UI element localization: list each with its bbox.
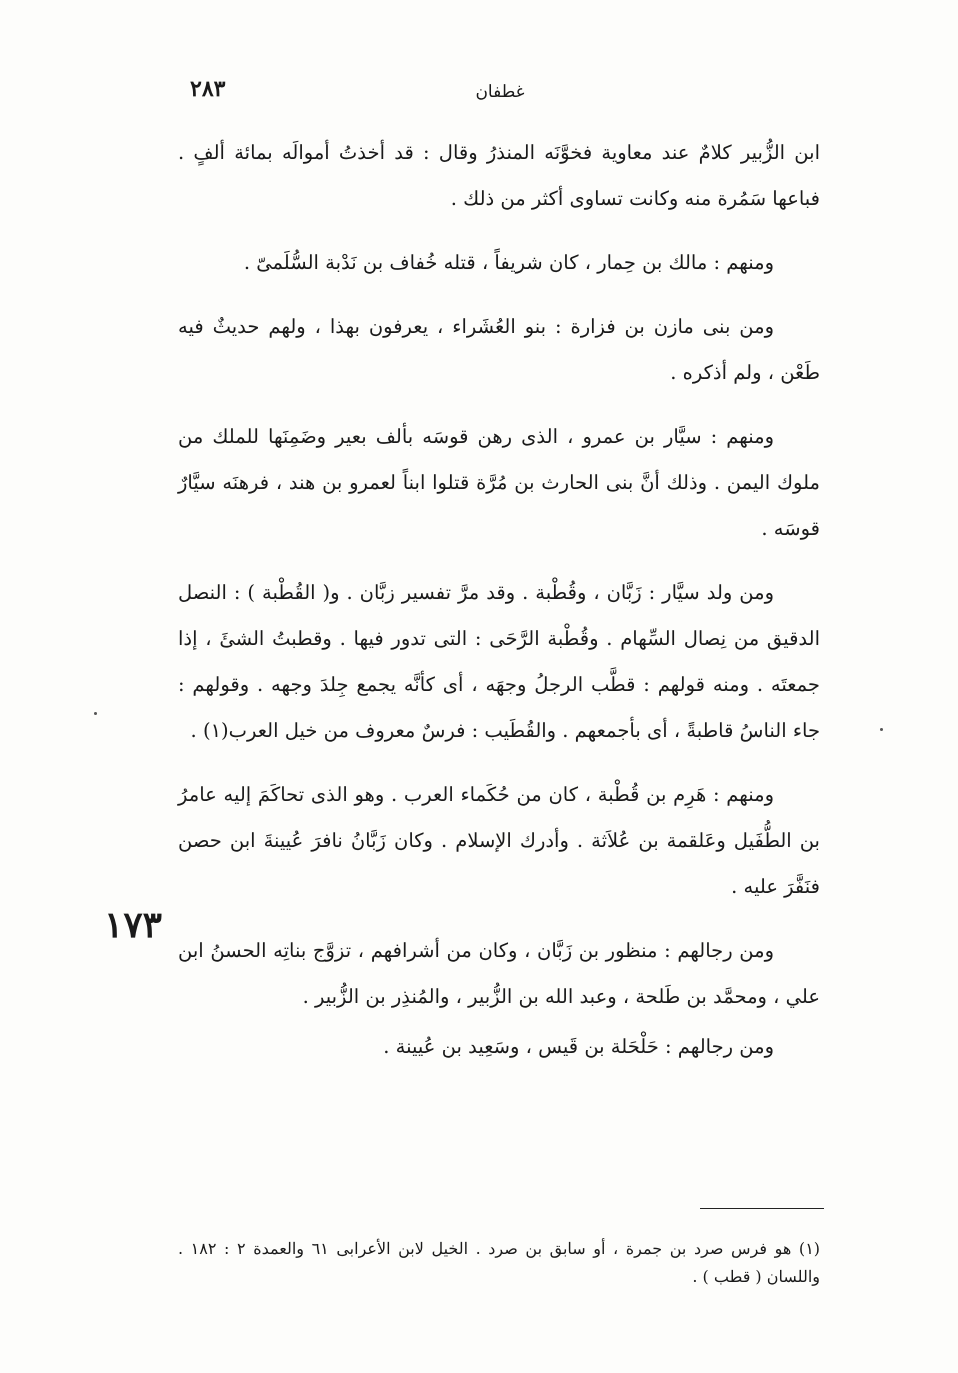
paragraph: ومن بنى مازن بن فزارة : بنو العُشَراء ، يعرفون بهذا ، ولهم حديثٌ فيه طَعْن ، ولم أذكره .: [178, 315, 820, 384]
footnote: (١) هو فرس صرد بن جمرة ، أو سابق بن صرد . الخيل لابن الأعرابى ٦١ والعمدة ٢ : ١٨٢ . واللسان ( قطب ) .: [178, 1239, 821, 1286]
margin-page-reference: ١٧٣: [104, 904, 163, 946]
paragraph: ومن ولد سيَّار : زَبَّان ، وقُطْبة . وقد مرَّ تفسير زبَّان . و( القُطْبة ) : النصل الدقيق من نِصال السِّهام . وقُطْبة الرَّحَى : التى تدور فيها . وقطبتُ الشئَ ، إذا جمعتَه . ومنه قولهم : قطَّب الرجلُ وجهَه ، أى كأنَّه يجمع جِلدَ وجهه . وقولهم : جاء الناسُ قاطبةً ، أى بأجمعهم . والقُطَيب : فرسٌ معروف من خيل العرب(١) .: [178, 581, 820, 742]
paragraph: ومنهم : هَرِم بن قُطْبة ، كان من حُكَماء العرب . وهو الذى تحاكَمَ إليه عامرُ بن الطُّفَيل وعَلقمة بن عُلاَثة . وأدرك الإسلام . وكان زَبَّانُ نافرَ عُيينةَ ابن حصن فنَفَّرَ عليه .: [178, 783, 820, 898]
paragraph: ومن رجالهم : منظور بن زَبَّان ، وكان من أشرافهم ، تزوَّج بناتِه الحسنُ ابن علي ، ومحمَّد بن طَلحة ، وعبد الله بن الزُّبير ، والمُنذِر بن الزُّبير .: [178, 939, 820, 1008]
page-header: [180, 76, 820, 106]
footnote-separator: [700, 1208, 824, 1209]
main-text: [178, 130, 820, 1070]
page-number: ٢٨٣: [190, 76, 226, 102]
footnotes: [178, 1235, 820, 1291]
scan-speck: [880, 728, 883, 731]
paragraph: ابن الزُّبير كلامٌ عند معاوية فخوَّنَه المنذرُ وقال : قد أخذتُ أموالَه بمائة ألفٍ . فباعها سَمُرة منه وكانت تساوى أكثر من ذلك .: [178, 141, 820, 210]
paragraph: ومنهم : مالك بن حِمار ، كان شريفاً ، قتله خُفاف بن نَدْبة السُّلَمىّ .: [243, 251, 774, 274]
scan-speck: [94, 712, 97, 715]
running-title: غطفان: [475, 82, 525, 102]
paragraph: ومنهم : سيَّار بن عمرو ، الذى رهن قوسَه بألف بعير وضَمِنَها للملك من ملوك اليمن . وذلك أنَّ بنى الحارث بن مُرَّة قتلوا ابناً لعمرو بن هند ، فرهنَه سيَّارٌ قوسَه .: [178, 425, 820, 540]
paragraph: ومن رجالهم : حَلْحَلة بن قَيس ، وسَعِيد بن عُيينة .: [383, 1035, 774, 1058]
